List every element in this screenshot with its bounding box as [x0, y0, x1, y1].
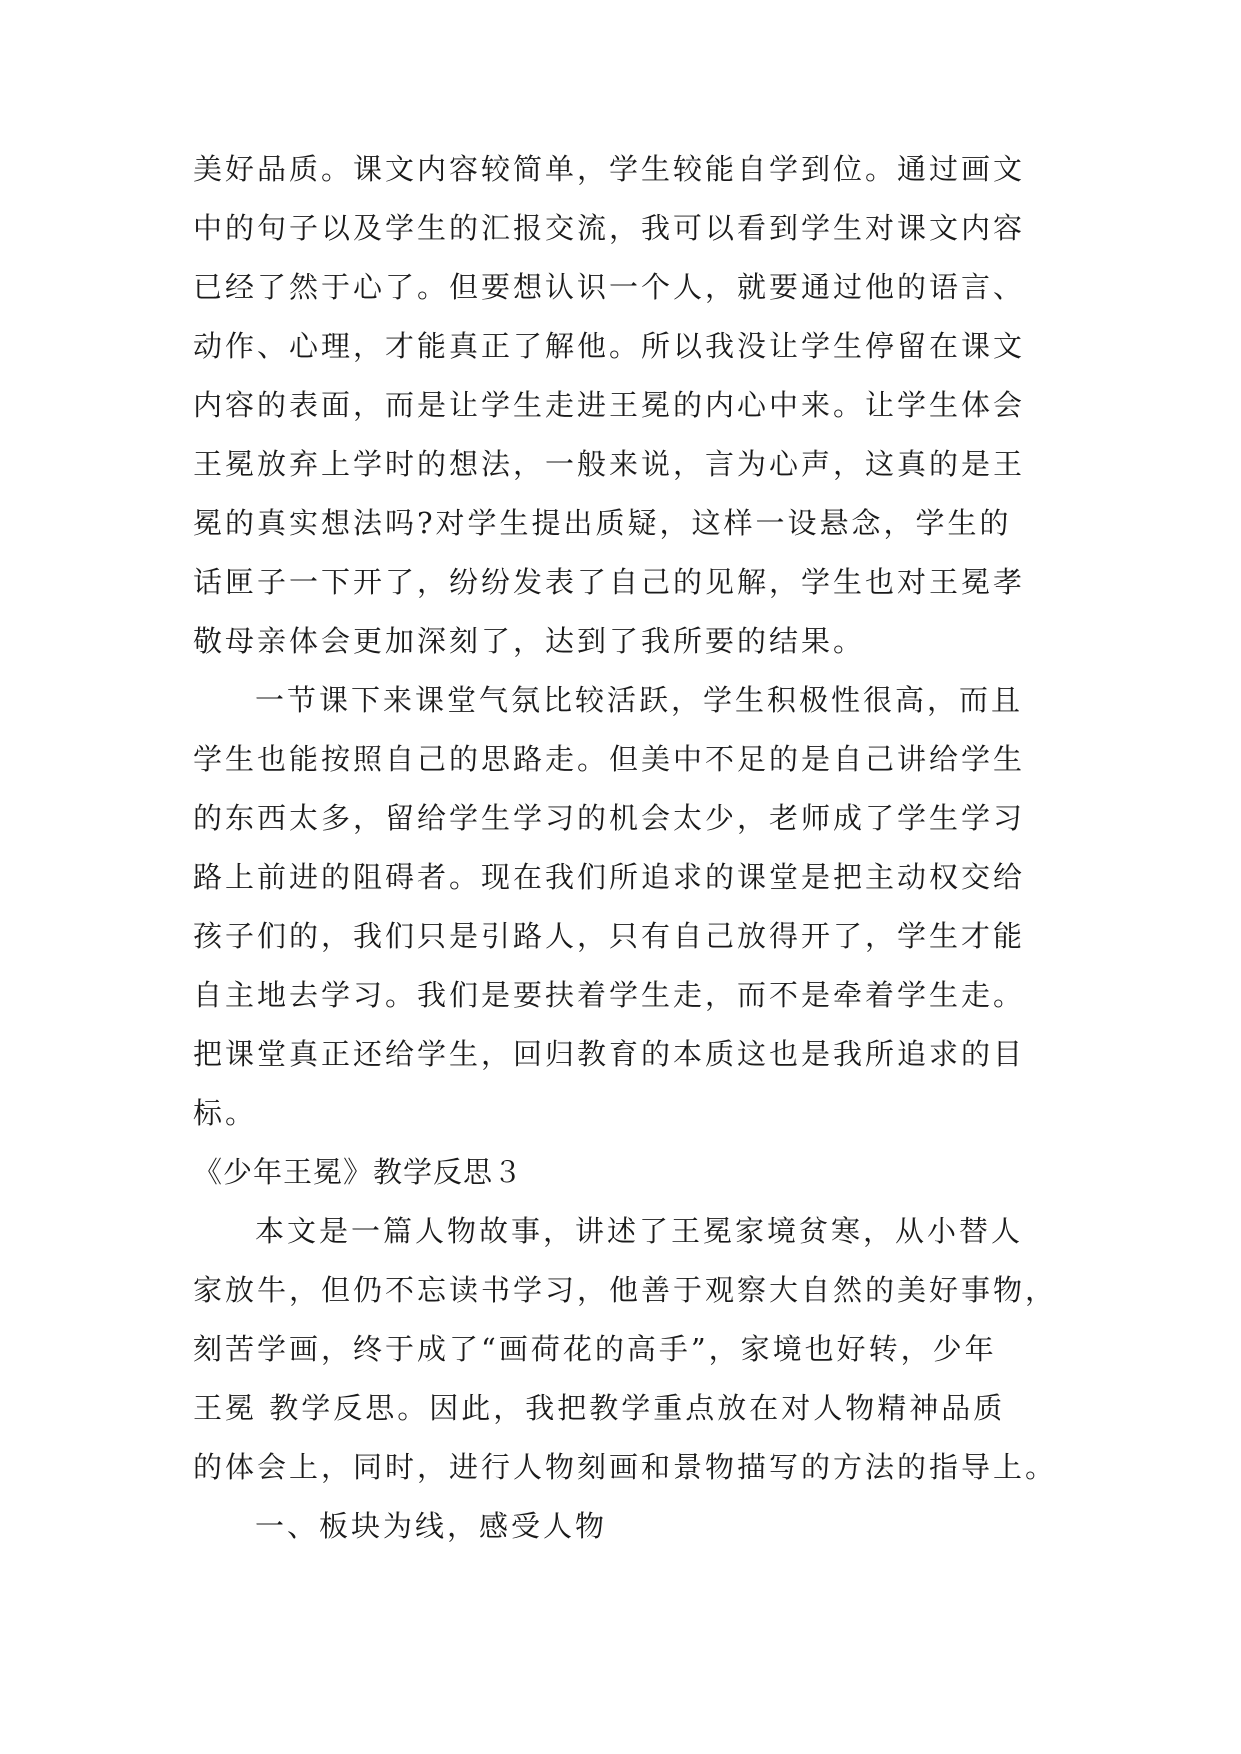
- text-line: 标。: [193, 1096, 258, 1130]
- text-line: 孩子们的，我们只是引路人，只有自己放得开了，学生才能: [193, 919, 1026, 953]
- text-line: 王冕 教学反思。因此，我把教学重点放在对人物精神品质: [193, 1391, 1006, 1425]
- text-line: 已经了然于心了。但要想认识一个人，就要通过他的语言、: [193, 270, 1026, 304]
- text-line: 学生也能按照自己的思路走。但美中不足的是自己讲给学生: [193, 742, 1026, 776]
- text-line: 美好品质。课文内容较简单，学生较能自学到位。通过画文: [193, 152, 1026, 186]
- text-line: 敬母亲体会更加深刻了，达到了我所要的结果。: [193, 624, 866, 658]
- subheading: 一、板块为线，感受人物: [255, 1509, 608, 1543]
- text-line: 自主地去学习。我们是要扶着学生走，而不是牵着学生走。: [193, 978, 1026, 1012]
- section-heading: 《少年王冕》教学反思３: [193, 1155, 524, 1189]
- text-line: 内容的表面，而是让学生走进王冕的内心中来。让学生体会: [193, 388, 1026, 422]
- text-line: 中的句子以及学生的汇报交流，我可以看到学生对课文内容: [193, 211, 1026, 245]
- text-line: 王冕放弃上学时的想法，一般来说，言为心声，这真的是王: [193, 447, 1026, 481]
- text-line: 冕的真实想法吗?对学生提出质疑，这样一设悬念，学生的: [193, 506, 1012, 540]
- text-line: 一节课下来课堂气氛比较活跃，学生积极性很高，而且: [255, 683, 1024, 717]
- text-line: 家放牛，但仍不忘读书学习，他善于观察大自然的美好事物，: [193, 1273, 1058, 1307]
- text-line: 刻苦学画，终于成了“画荷花的高手”，家境也好转，少年: [193, 1332, 997, 1366]
- document-body: [193, 140, 1073, 1556]
- paragraph-2: [193, 671, 1073, 1143]
- text-line: 话匣子一下开了，纷纷发表了自己的见解，学生也对王冕孝: [193, 565, 1026, 599]
- text-line: 的东西太多，留给学生学习的机会太少，老师成了学生学习: [193, 801, 1026, 835]
- text-line: 路上前进的阻碍者。现在我们所追求的课堂是把主动权交给: [193, 860, 1026, 894]
- text-line: 动作、心理，才能真正了解他。所以我没让学生停留在课文: [193, 329, 1026, 363]
- paragraph-3: [193, 1202, 1073, 1497]
- text-line: 的体会上，同时，进行人物刻画和景物描写的方法的指导上。: [193, 1450, 1058, 1484]
- paragraph-1: [193, 140, 1073, 671]
- text-line: 本文是一篇人物故事，讲述了王冕家境贫寒，从小替人: [255, 1214, 1024, 1248]
- text-line: 把课堂真正还给学生，回归教育的本质这也是我所追求的目: [193, 1037, 1026, 1071]
